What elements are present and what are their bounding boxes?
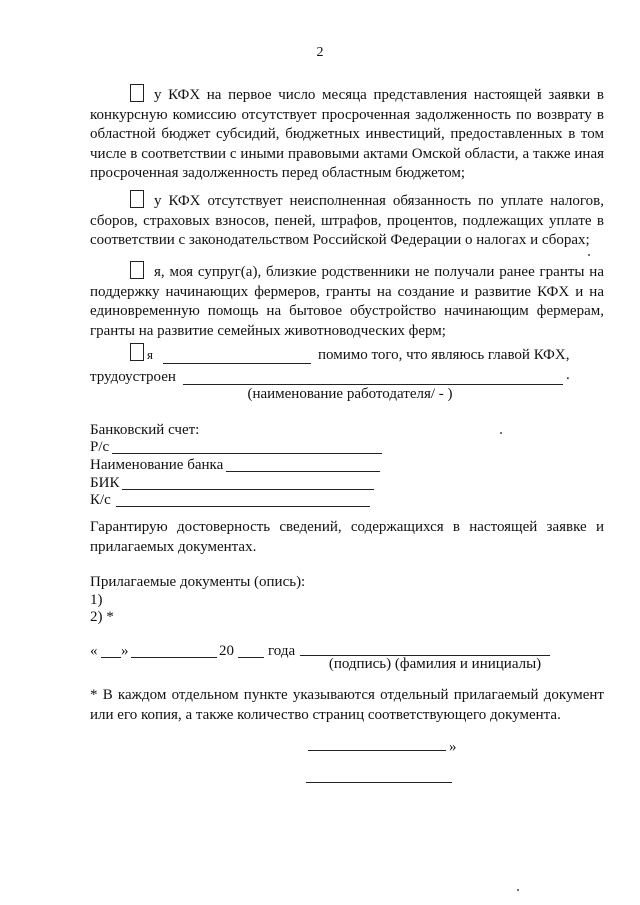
item-text: у КФХ на первое число месяца представления настоящей заявки в конкурсную комиссию отсутствует просроченная задолженность по возврату в областной бюджет субсидий, бюджетных инвестиций, предоставленных в том числе в соответствии с иными правовыми актами Омской области, а также иная просроченная задолженность перед областным бюджетом; [90,87,604,181]
list-item [90,261,604,341]
closing-line-1 [308,750,446,751]
ks-label: К/с [90,492,111,508]
bik-label: БИК [90,475,120,491]
employment-second-prefix: трудоустроен [90,369,176,385]
attachments-title: Прилагаемые документы (опись): [90,574,306,590]
employment-middle: помимо того, что являюсь главой КФХ, [318,347,570,363]
bank-title: Банковский счет: [90,422,200,438]
footnote: * В каждом отдельном пункте указываются отдельный прилагаемый документ или его копия, а также количество страниц соответствующего документа. [90,687,604,723]
checkbox[interactable] [130,190,144,208]
checkbox[interactable] [130,343,144,361]
attachment-item: 2) * [90,609,114,625]
item-text: у КФХ отсутствует неисполненная обязанность по уплате налогов, сборов, страховых взносов, пеней, штрафов, процентов, подлежащих уплате в соответствии с законодательством Российской Федерации о налогах и сборах; [90,193,604,248]
signature-caption: (подпись) (фамилия и инициалы) [328,656,542,672]
employment-end: . [566,367,570,383]
employment-prefix: я [147,347,153,362]
year-word: года [268,643,296,659]
item-text: я, моя супруг(а), близкие родственники не получали ранее гранты на поддержку начинающих фермеров, гранты на создание и развитие КФХ и на единовременную помощь на бытовое обустройство начинающим фермерам, гранты на развитие семейных животноводческих ферм; [90,264,604,339]
checkbox[interactable] [130,84,144,102]
scan-speck [517,889,519,891]
list-item [90,190,604,251]
closing-line-2 [306,782,452,783]
employer-caption: (наименование работодателя/ - ) [247,386,453,402]
page-number: 2 [316,45,324,60]
guarantee-text: Гарантирую достоверность сведений, содержащихся в настоящей заявке и прилагаемых документах. [90,519,604,555]
employer-blank-1[interactable] [163,363,311,364]
closing-quote: » [449,739,457,755]
day-field[interactable] [101,657,121,658]
ks-field[interactable] [116,506,370,507]
rs-field[interactable] [112,453,382,454]
scan-speck [500,432,502,434]
list-item [90,84,604,184]
date-quote-close: » [121,643,129,659]
date-quote-open: « [90,643,98,659]
year-field[interactable] [238,657,264,658]
rs-label: Р/с [90,439,110,455]
scan-speck [588,254,590,256]
bik-field[interactable] [122,489,374,490]
attachment-item: 1) [90,592,103,608]
bank-name-label: Наименование банка [90,457,224,473]
bank-name-field[interactable] [226,471,380,472]
century-label: 20 [219,643,234,659]
month-field[interactable] [131,657,217,658]
checkbox[interactable] [130,261,144,279]
